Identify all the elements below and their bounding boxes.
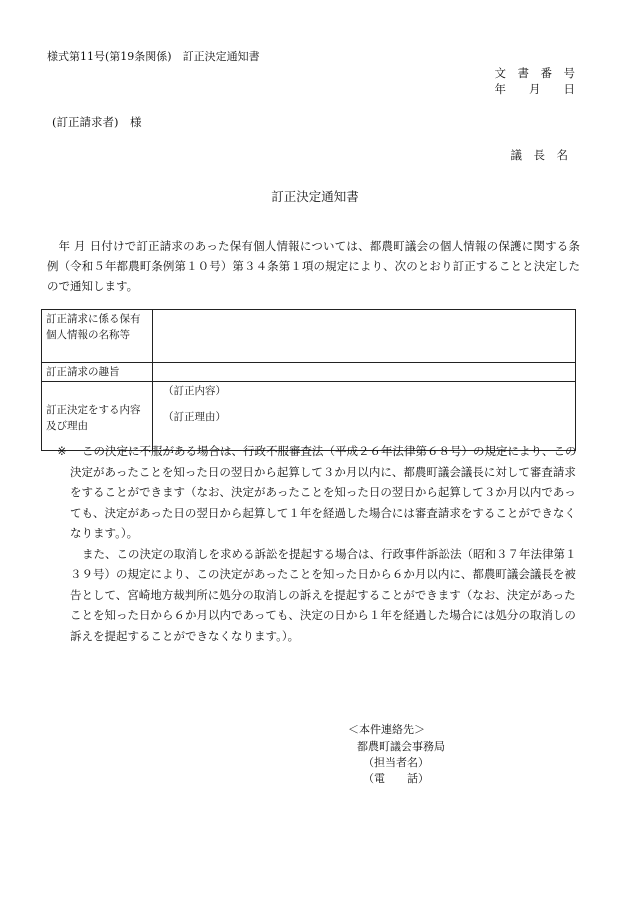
row-label-decision: 訂正決定をする内容及び理由	[42, 382, 153, 451]
row-value-request-purpose	[153, 363, 576, 382]
row-label-info-name: 訂正請求に係る保有個人情報の名称等	[42, 310, 153, 363]
note-paragraph-lawsuit: また、この決定の取消しを求める訴訟を提起する場合は、行政事件訴訟法（昭和３７年法律第１３９号）の規定により、この決定があったことを知った日から６か月以内に、都農町議会議長を被告として、宮崎地方裁判所に処分の取消しの訴えを提起することができます（なお、決定があったことを知った日から６か月以内であっても、決定の日から１年を経過した場合には処分の取消しの訴えを提起することができなくなります。）。	[70, 546, 577, 643]
note-mark: ※	[57, 444, 67, 458]
note-paragraph-appeal: この決定に不服がある場合は、行政不服審査法（平成２６年法律第６８号）の規定により、この決定があったことを知った日の翌日から起算して３か月以内に、都農町議会議長に対して審査請求をすることができます（なお、決定があったことを知った日の翌日から起算して３か月以内であっても、決定があった日の翌日から起算して１年を経過した場合には審査請求をすることができなくなります。）。	[70, 444, 577, 540]
correction-content-label: （訂正内容）	[163, 385, 226, 397]
date-label: 年 月 日	[494, 82, 575, 96]
appeal-note	[57, 441, 579, 646]
chair-name: 議 長 名	[510, 148, 568, 162]
contact-person: （担当者名）	[363, 756, 429, 769]
correction-table	[41, 309, 576, 451]
requester-addressee: (訂正請求者) 様	[52, 115, 142, 129]
table-row	[42, 363, 576, 382]
correction-reason-label: （訂正理由）	[163, 411, 226, 423]
contact-heading: ＜本件連絡先＞	[348, 723, 425, 736]
form-number: 様式第11号(第19条関係) 訂正決定通知書	[47, 50, 260, 63]
document-title: 訂正決定通知書	[271, 189, 359, 204]
row-value-info-name	[153, 310, 576, 363]
document-number-label: 文 書 番 号	[494, 66, 575, 80]
row-label-request-purpose: 訂正請求の趣旨	[42, 363, 153, 382]
notice-body: 年 月 日付けで訂正請求のあった保有個人情報については、都農町議会の個人情報の保護に関する条例（令和５年都農町条例第１０号）第３４条第１項の規定により、次のとおり訂正することと決定したので通知します。	[47, 239, 580, 293]
contact-phone: （電 話）	[363, 772, 429, 785]
contact-office: 都農町議会事務局	[357, 740, 445, 753]
table-row	[42, 310, 576, 363]
